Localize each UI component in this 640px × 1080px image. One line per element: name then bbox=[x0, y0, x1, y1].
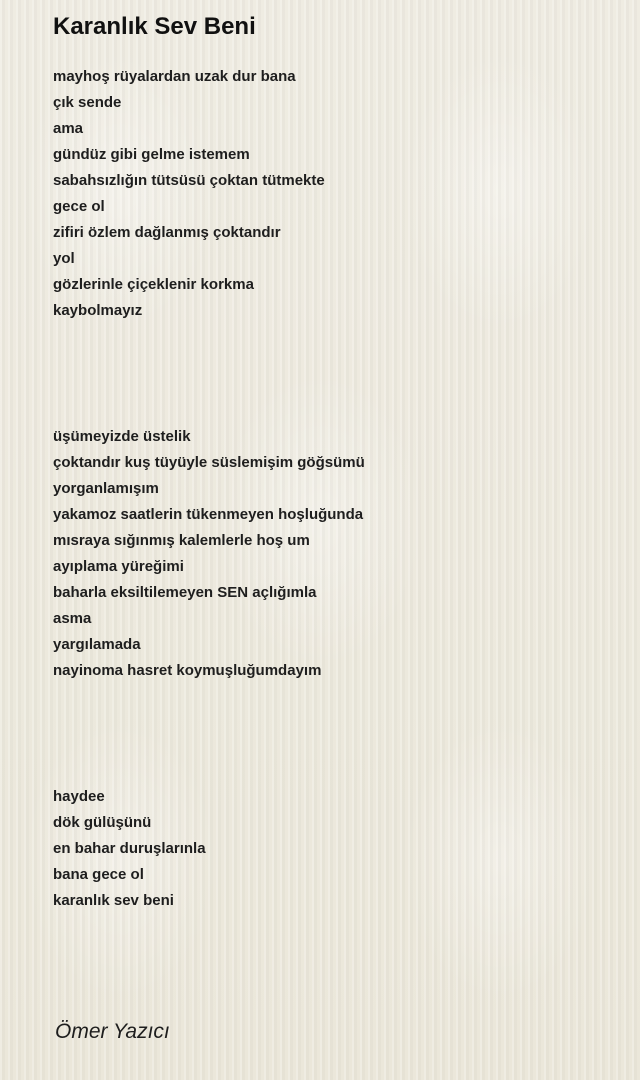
poem-line: gece ol bbox=[53, 198, 105, 215]
poem-container bbox=[53, 0, 613, 914]
stanza-2 bbox=[53, 424, 613, 684]
poem-line: haydee bbox=[53, 788, 105, 805]
poem-line: mayhoş rüyalardan uzak dur bana bbox=[53, 68, 296, 85]
poem-line: asma bbox=[53, 610, 92, 627]
poem-body bbox=[53, 64, 613, 914]
poem-line: zifiri özlem dağlanmış çoktandır bbox=[53, 224, 281, 241]
poem-line: yol bbox=[53, 250, 75, 267]
poem-line: yargılamada bbox=[53, 636, 141, 653]
poem-line: kaybolmayız bbox=[53, 302, 143, 319]
poem-line: yakamoz saatlerin tükenmeyen hoşluğunda bbox=[53, 506, 364, 523]
stanza-1 bbox=[53, 64, 613, 324]
poem-title: Karanlık Sev Beni bbox=[53, 13, 256, 40]
poem-line: sabahsızlığın tütsüsü çoktan tütmekte bbox=[53, 172, 325, 189]
poem-line: ayıplama yüreğimi bbox=[53, 558, 184, 575]
poem-line: baharla eksiltilemeyen SEN açlığımla bbox=[53, 584, 317, 601]
poem-line: bana gece ol bbox=[53, 866, 144, 883]
poem-line: üşümeyizde üstelik bbox=[53, 428, 191, 445]
poem-line: ama bbox=[53, 120, 84, 137]
poem-line: en bahar duruşlarınla bbox=[53, 840, 206, 857]
stanza-3 bbox=[53, 784, 613, 914]
poem-line: mısraya sığınmış kalemlerle hoş um bbox=[53, 532, 310, 549]
poem-line: çoktandır kuş tüyüyle süslemişim göğsümü bbox=[53, 454, 365, 471]
poem-line: gözlerinle çiçeklenir korkma bbox=[53, 276, 254, 293]
poem-line: nayinoma hasret koymuşluğumdayım bbox=[53, 662, 322, 679]
poem-line: dök gülüşünü bbox=[53, 814, 152, 831]
poem-line: yorganlamışım bbox=[53, 480, 159, 497]
poem-line: gündüz gibi gelme istemem bbox=[53, 146, 250, 163]
poem-line: karanlık sev beni bbox=[53, 892, 174, 909]
poem-author: Ömer Yazıcı bbox=[55, 1020, 170, 1043]
poem-line: çık sende bbox=[53, 94, 122, 111]
